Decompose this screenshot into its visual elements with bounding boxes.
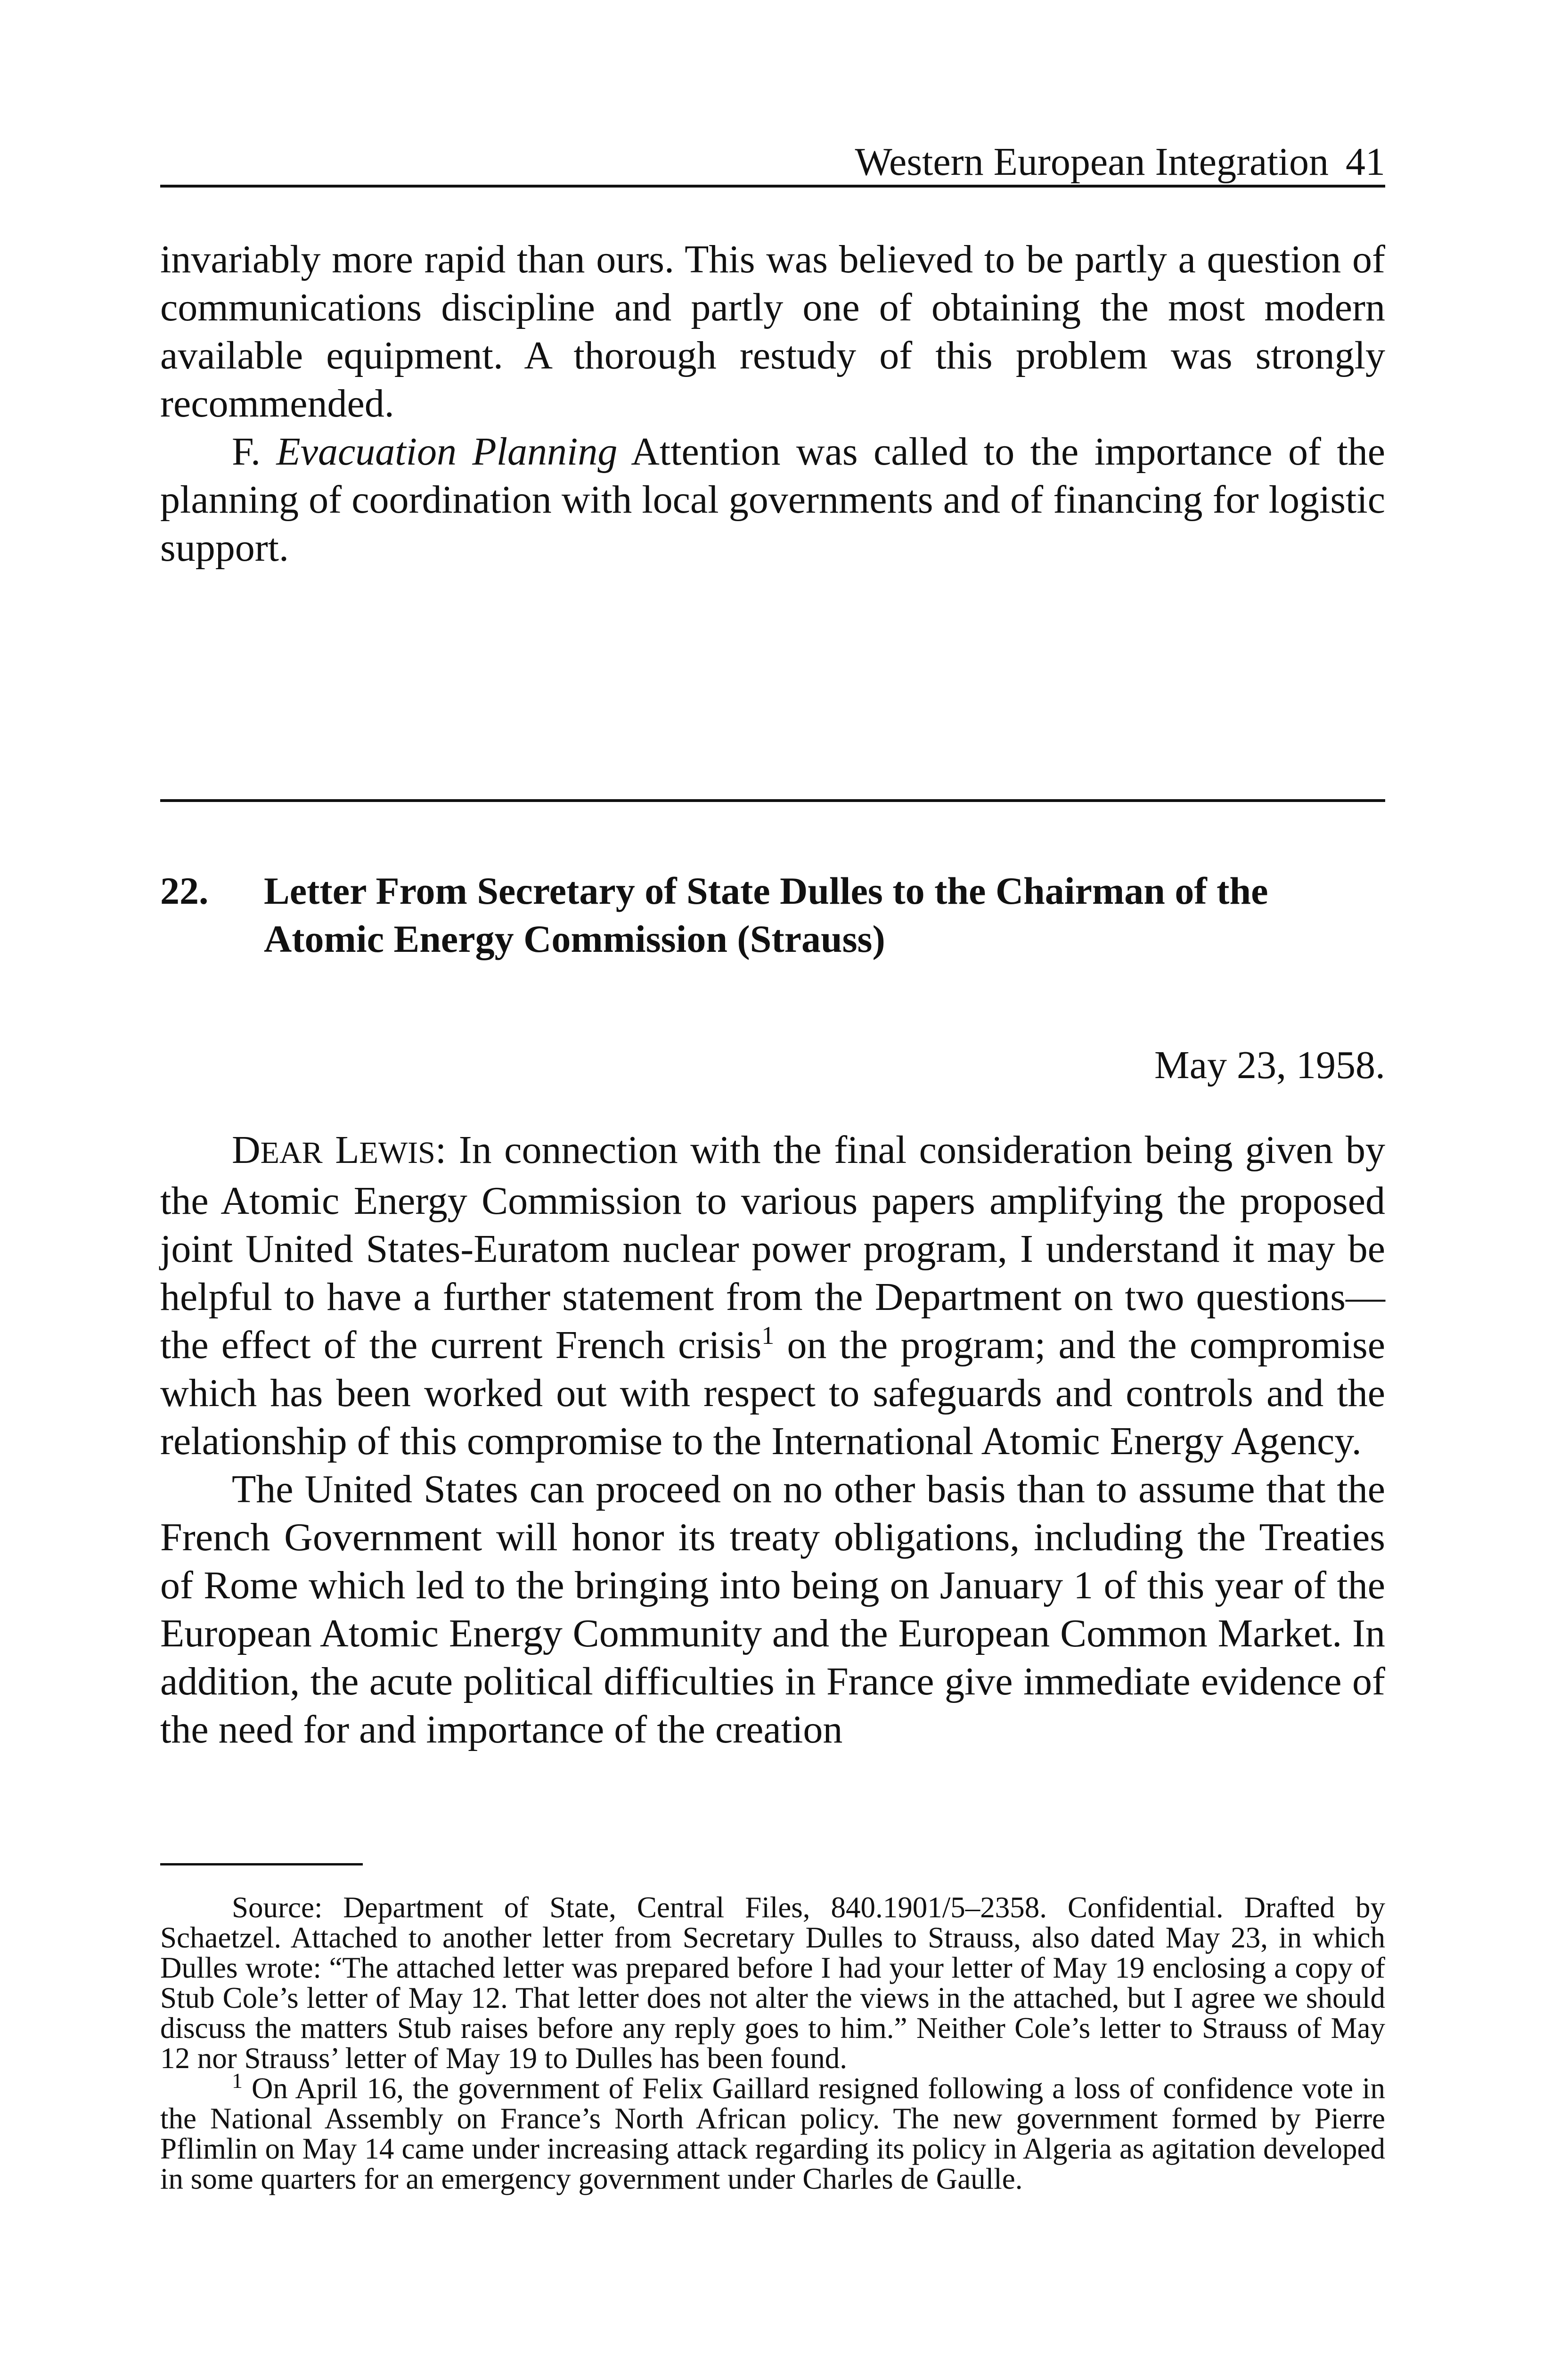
continued-text bbox=[160, 236, 1385, 572]
continued-paragraph: invariably more rapid than ours. This was believed to be partly a question of communications discipline and partly one of obtaining the most modern available equipment. A thorough restudy of this problem was strongly recommended. bbox=[160, 237, 1385, 425]
document-title: Letter From Secretary of State Dulles to the Chairman of the Atomic Energy Commission (Strauss) bbox=[264, 869, 1268, 960]
section-text: Attention was called to the importance of the planning of coordination with local governments and of financing for logistic support. bbox=[160, 430, 1385, 570]
letter-paragraph-2: The United States can proceed on no other basis than to assume that the French Government will honor its treaty obligations, including the Treaties of Rome which led to the bringing into being on January 1 of this year of the European Atomic Energy Community and the European Common Market. In addition, the acute political difficulties in France give immediate evidence of the need for and importance of the creation bbox=[160, 1467, 1385, 1751]
section-heading: Evacuation Planning bbox=[276, 430, 618, 474]
document-date: May 23, 1958. bbox=[1154, 1043, 1385, 1087]
footnote-reference[interactable]: 1 bbox=[761, 1321, 775, 1350]
evacuation-planning-paragraph bbox=[160, 428, 1385, 572]
document-heading bbox=[160, 867, 1385, 963]
source-note: Source: Department of State, Central Files, 840.1901/5–2358. Confidential. Drafted by Schaetzel. Attached to another letter from Secretary Dulles to Strauss, also dated May 23, in which Dulles wrote: “The attached letter was prepared before I had your letter of May 19 enclosing a copy of Stub Cole’s letter of May 12. That letter does not alter the views in the attached, but I agree we should discuss the matters Stub raises before any reply goes to him.” Neither Cole’s letter to Strauss of May 12 nor Strauss’ letter of May 19 to Dulles has been found. bbox=[160, 1891, 1385, 2075]
letter-paragraph-1: DEAR LEWIS: In connection with the final consideration being given by the Atomic Energy Commission to various papers amplifying the proposed joint United States-Euratom nuclear power program, I understand it may be helpful to have a further statement from the Department on two questions—the effect of the current French crisis$^1$ on the program; and the compromise which has been worked out with respect to safeguards and controls and the relationship of this compromise to the International Atomic Energy Agency. bbox=[160, 1128, 1386, 1463]
section-label: F. bbox=[232, 430, 261, 474]
footnote-1 bbox=[160, 2069, 1386, 2195]
running-header bbox=[160, 135, 1385, 188]
footnotes bbox=[160, 1892, 1385, 2194]
running-header-title: Western European Integration bbox=[855, 140, 1329, 184]
section-divider bbox=[160, 799, 1385, 802]
page-number: 41 bbox=[1346, 140, 1385, 184]
salutation: DEAR LEWIS: bbox=[232, 1128, 447, 1172]
letter-body bbox=[160, 1126, 1385, 1754]
footnote-text: On April 16, the government of Felix Gaillard resigned following a loss of confidence vote in the National Assembly on France’s North African policy. The new government formed by Pierre Pflimlin on May 14 came under increasing attack regarding its policy in Algeria as agitation developed in some quarters for an emergency government under Charles de Gaulle. bbox=[160, 2072, 1386, 2195]
footnote-divider bbox=[160, 1863, 363, 1865]
footnote-marker: 1 bbox=[232, 2069, 243, 2093]
document-number: 22. bbox=[160, 869, 209, 912]
